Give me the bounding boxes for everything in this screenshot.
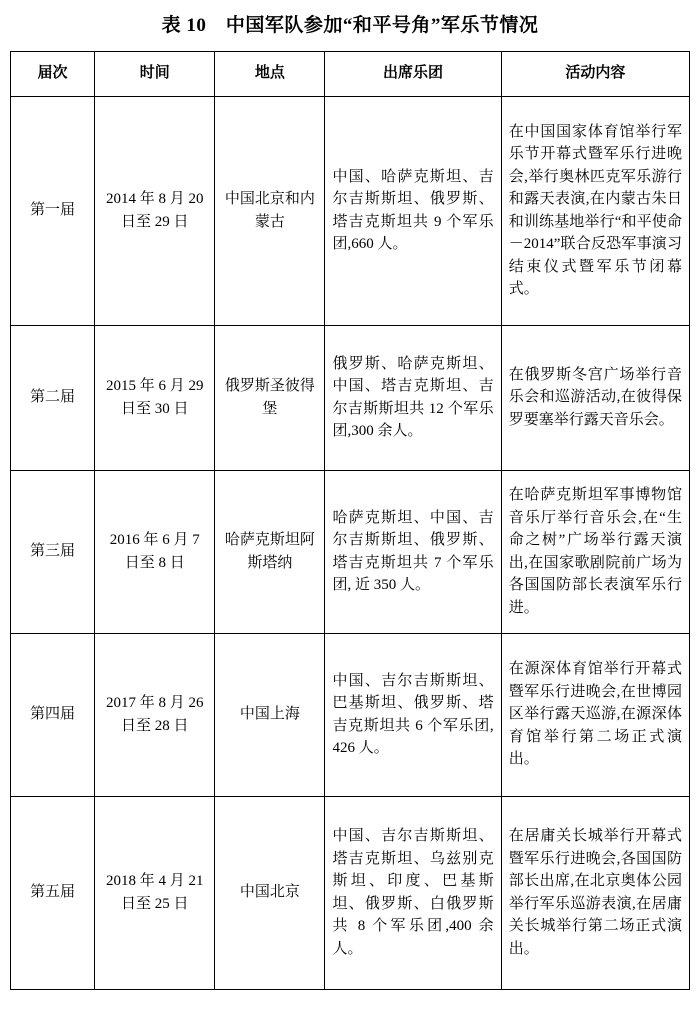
military-band-festival-table [10,51,690,990]
cell-edition: 第三届 [11,470,95,633]
cell-bands: 中国、哈萨克斯坦、吉尔吉斯斯坦、俄罗斯、塔吉克斯坦共 9 个军乐团,660 人。 [325,96,501,325]
cell-content: 在俄罗斯冬宫广场举行音乐会和巡游活动,在彼得保罗要塞举行露天音乐会。 [501,325,689,470]
table-row [11,633,690,796]
cell-place: 俄罗斯圣彼得堡 [215,325,325,470]
cell-time: 2014 年 8 月 20 日至 29 日 [95,96,215,325]
cell-time: 2016 年 6 月 7 日至 8 日 [95,470,215,633]
cell-edition: 第二届 [11,325,95,470]
cell-content: 在哈萨克斯坦军事博物馆音乐厅举行音乐会,在“生命之树”广场举行露天演出,在国家歌剧院前广场为各国国防部长表演军乐行进。 [501,470,689,633]
cell-time: 2015 年 6 月 29 日至 30 日 [95,325,215,470]
cell-bands: 中国、吉尔吉斯斯坦、巴基斯坦、俄罗斯、塔吉克斯坦共 6 个军乐团, 426 人。 [325,633,501,796]
table-header-row [11,51,690,96]
column-header-content: 活动内容 [501,51,689,96]
cell-edition: 第四届 [11,633,95,796]
column-header-bands: 出席乐团 [325,51,501,96]
cell-place: 中国北京 [215,796,325,989]
cell-content: 在居庸关长城举行开幕式暨军乐行进晚会,各国国防部长出席,在北京奥体公园举行军乐巡游表演,在居庸关长城举行第二场正式演出。 [501,796,689,989]
cell-place: 中国上海 [215,633,325,796]
table-row [11,325,690,470]
cell-bands: 中国、吉尔吉斯斯坦、塔吉克斯坦、乌兹别克斯坦、印度、巴基斯坦、俄罗斯、白俄罗斯共 8 个军乐团,400 余人。 [325,796,501,989]
cell-content: 在源深体育馆举行开幕式暨军乐行进晚会,在世博园区举行露天巡游,在源深体育馆举行第二场正式演出。 [501,633,689,796]
table-row [11,96,690,325]
cell-edition: 第一届 [11,96,95,325]
page-title: 表 10 中国军队参加“和平号角”军乐节情况 [161,15,539,36]
cell-content: 在中国国家体育馆举行军乐节开幕式暨军乐行进晚会,举行奥林匹克军乐游行和露天表演,在内蒙古朱日和训练基地举行“和平使命－2014”联合反恐军事演习结束仪式暨军乐节闭幕式。 [501,96,689,325]
cell-bands: 俄罗斯、哈萨克斯坦、中国、塔吉克斯坦、吉尔吉斯斯坦共 12 个军乐团,300 余人。 [325,325,501,470]
cell-time: 2018 年 4 月 21 日至 25 日 [95,796,215,989]
cell-place: 中国北京和内蒙古 [215,96,325,325]
cell-edition: 第五届 [11,796,95,989]
cell-time: 2017 年 8 月 26 日至 28 日 [95,633,215,796]
column-header-place: 地点 [215,51,325,96]
column-header-time: 时间 [95,51,215,96]
table-row [11,796,690,989]
cell-place: 哈萨克斯坦阿斯塔纳 [215,470,325,633]
column-header-edition: 届次 [11,51,95,96]
cell-bands: 哈萨克斯坦、中国、吉尔吉斯斯坦、俄罗斯、塔吉克斯坦共 7 个军乐团, 近 350 人。 [325,470,501,633]
table-row [11,470,690,633]
